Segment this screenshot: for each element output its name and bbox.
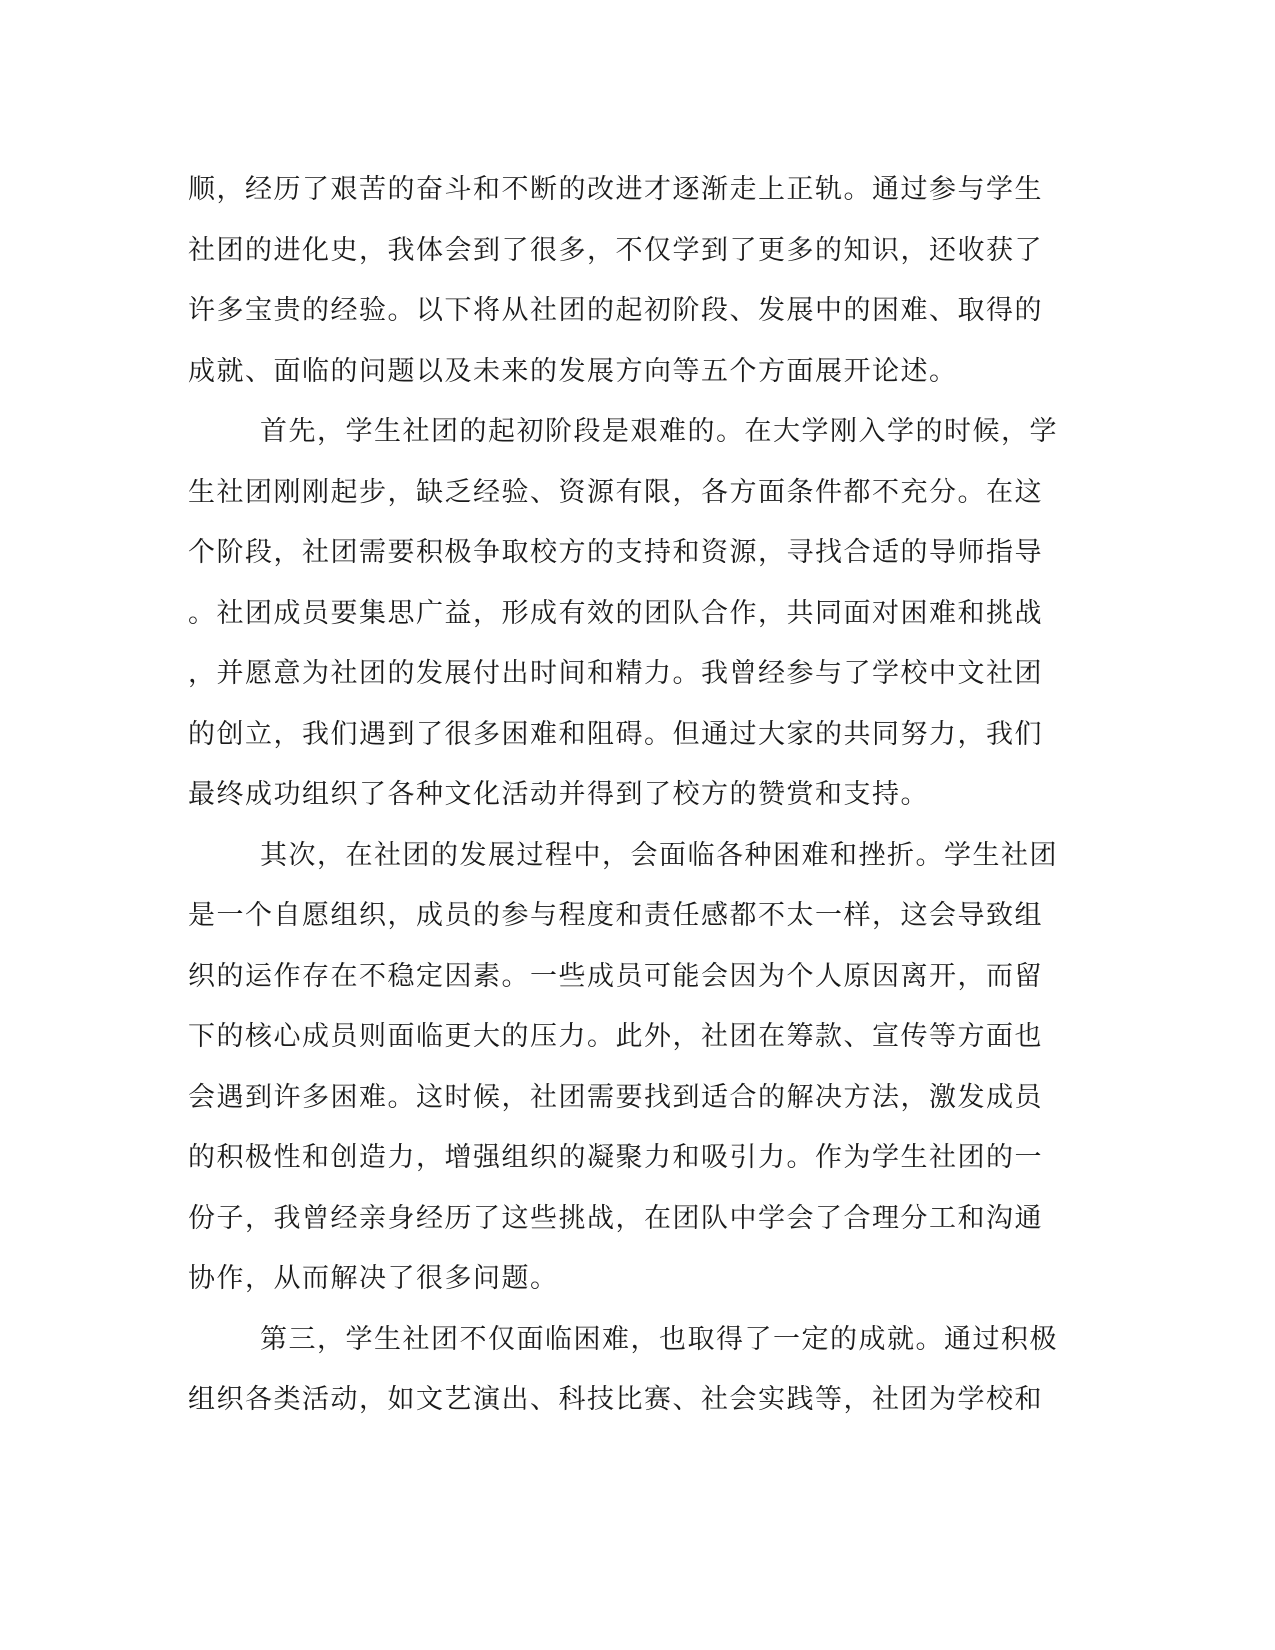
text-line: 顺，经历了艰苦的奋斗和不断的改进才逐渐走上正轨。通过参与学生 [188, 174, 1043, 205]
text-line: 的创立，我们遇到了很多困难和阻碍。但通过大家的共同努力，我们 [188, 718, 1043, 750]
text-line: 社团的进化史，我体会到了很多，不仅学到了更多的知识，还收获了 [188, 234, 1043, 266]
text-line: 是一个自愿组织，成员的参与程度和责任感都不太一样，这会导致组 [188, 900, 1043, 931]
text-line: 许多宝贵的经验。以下将从社团的起初阶段、发展中的困难、取得的 [188, 295, 1043, 326]
text-line: 成就、面临的问题以及未来的发展方向等五个方面展开论述。 [188, 355, 958, 387]
text-line: ，并愿意为社团的发展付出时间和精力。我曾经参与了学校中文社团 [188, 658, 1043, 689]
text-line: 其次，在社团的发展过程中，会面临各种困难和挫折。学生社团 [260, 839, 1058, 871]
text-line: 织的运作存在不稳定因素。一些成员可能会因为个人原因离开，而留 [188, 960, 1043, 992]
text-line: 首先，学生社团的起初阶段是艰难的。在大学刚入学的时候，学 [260, 416, 1058, 447]
text-line: 的积极性和创造力，增强组织的凝聚力和吸引力。作为学生社团的一 [188, 1142, 1043, 1173]
text-line: 份子，我曾经亲身经历了这些挑战，在团队中学会了合理分工和沟通 [188, 1202, 1043, 1234]
text-line: 。社团成员要集思广益，形成有效的团队合作，共同面对困难和挑战 [188, 597, 1043, 629]
text-line: 最终成功组织了各种文化活动并得到了校方的赞赏和支持。 [188, 779, 929, 810]
text-line: 协作，从而解决了很多问题。 [188, 1263, 559, 1294]
paragraph [188, 826, 1088, 1310]
text-line: 个阶段，社团需要积极争取校方的支持和资源，寻找合适的导师指导 [188, 537, 1043, 568]
document-body [188, 160, 1088, 1431]
text-line: 生社团刚刚起步，缺乏经验、资源有限，各方面条件都不充分。在这 [188, 476, 1043, 508]
text-line: 组织各类活动，如文艺演出、科技比赛、社会实践等，社团为学校和 [188, 1384, 1043, 1415]
text-line: 第三，学生社团不仅面临困难，也取得了一定的成就。通过积极 [260, 1323, 1058, 1355]
paragraph [188, 1310, 1088, 1431]
text-line: 会遇到许多困难。这时候，社团需要找到适合的解决方法，激发成员 [188, 1081, 1043, 1113]
paragraph [188, 402, 1088, 826]
text-line: 下的核心成员则面临更大的压力。此外，社团在筹款、宣传等方面也 [188, 1021, 1043, 1052]
paragraph [188, 160, 1088, 402]
